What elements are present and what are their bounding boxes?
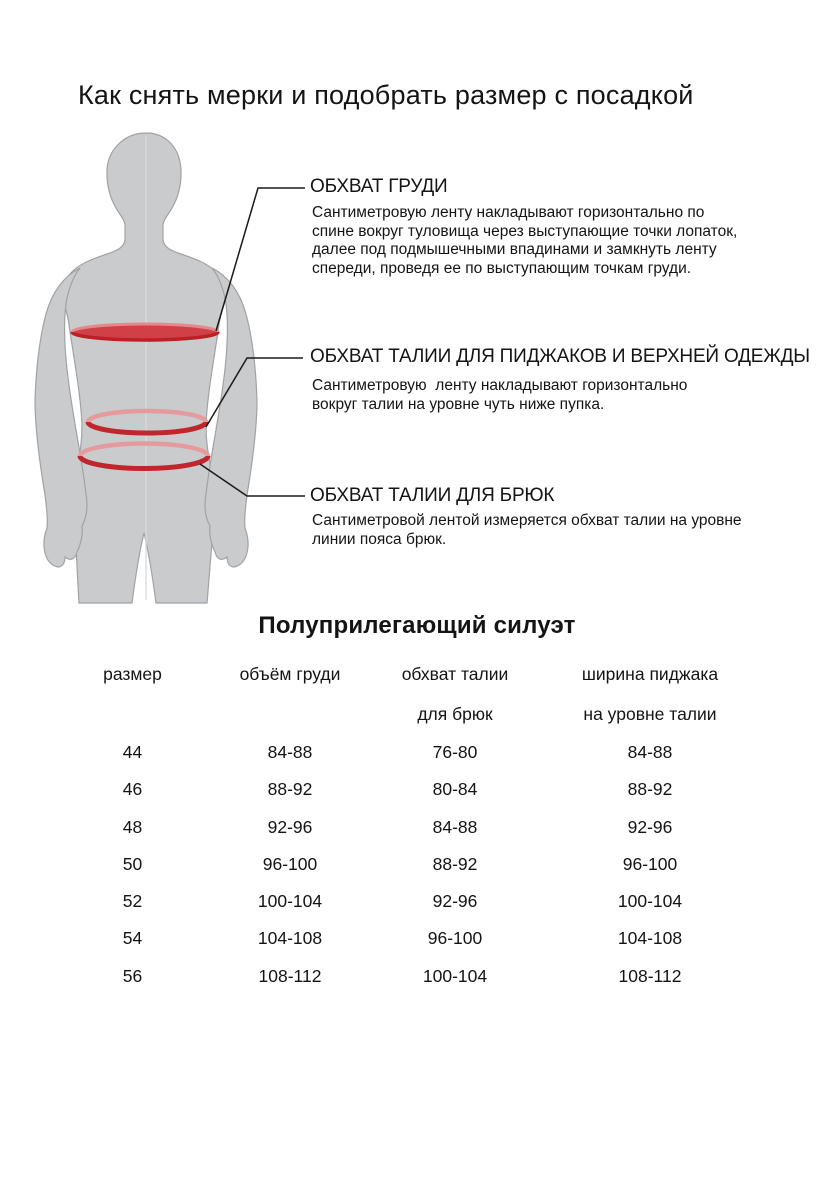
jacket-width-cell: 84-88 bbox=[627, 742, 673, 762]
table-row bbox=[60, 891, 765, 928]
column-header-size: размер bbox=[103, 664, 162, 684]
measurement-heading-jacket-waist: ОБХВАТ ТАЛИИ ДЛЯ ПИДЖАКОВ И ВЕРХНЕЙ ОДЕЖДЫ bbox=[310, 346, 810, 367]
chest-cell: 96-100 bbox=[262, 853, 318, 874]
chest-cell: 92-96 bbox=[267, 816, 313, 837]
measurement-desc-chest bbox=[312, 204, 737, 278]
chest-cell: 100-104 bbox=[257, 891, 323, 912]
desc-line: Сантиметровую ленту накладывают горизонтально bbox=[312, 377, 688, 394]
desc-line: Сантиметровую ленту накладывают горизонтально по bbox=[312, 204, 705, 221]
waist-cell: 96-100 bbox=[427, 928, 483, 949]
measurement-heading-chest: ОБХВАТ ГРУДИ bbox=[310, 176, 448, 197]
jacket-width-cell: 96-100 bbox=[622, 853, 678, 874]
waist-cell: 80-84 bbox=[432, 779, 478, 800]
table-row bbox=[60, 817, 765, 854]
desc-line: линии пояса брюк. bbox=[312, 530, 447, 548]
size-cell: 50 bbox=[122, 853, 143, 874]
desc-line: спереди, проведя ее по выступающим точкам груди. bbox=[312, 259, 692, 277]
size-cell: 56 bbox=[122, 965, 143, 986]
jacket-width-cell: 100-104 bbox=[617, 891, 683, 912]
chest-cell: 104-108 bbox=[257, 928, 323, 949]
measurement-desc-jacket-waist bbox=[312, 377, 687, 414]
table-header-row-1 bbox=[60, 664, 765, 704]
waist-cell: 84-88 bbox=[432, 816, 478, 837]
table-row bbox=[60, 928, 765, 965]
jacket-width-cell: 104-108 bbox=[617, 928, 683, 949]
table-row bbox=[60, 966, 765, 1003]
size-cell: 54 bbox=[122, 928, 143, 949]
table-row bbox=[60, 779, 765, 816]
waist-cell: 100-104 bbox=[422, 965, 488, 986]
chest-cell: 84-88 bbox=[267, 742, 313, 762]
size-table bbox=[60, 664, 765, 1003]
size-cell: 46 bbox=[122, 779, 143, 800]
column-header-jacket-width-line2: на уровне талии bbox=[583, 704, 717, 724]
waist-cell: 76-80 bbox=[432, 742, 478, 762]
column-header-jacket-width: ширина пиджака bbox=[581, 664, 719, 684]
desc-line: Сантиметровой лентой измеряется обхват талии на уровне bbox=[312, 512, 742, 529]
jacket-width-cell: 92-96 bbox=[627, 816, 673, 837]
table-header-row-2 bbox=[60, 704, 765, 742]
jacket-width-cell: 88-92 bbox=[627, 779, 673, 800]
size-cell: 44 bbox=[122, 742, 143, 762]
size-cell: 48 bbox=[122, 816, 143, 837]
column-header-waist-line2: для брюк bbox=[417, 704, 493, 724]
column-header-chest: объём груди bbox=[239, 664, 341, 684]
column-header-size-line2 bbox=[60, 704, 205, 742]
column-header-chest-line2 bbox=[205, 704, 375, 742]
desc-line: вокруг талии на уровне чуть ниже пупка. bbox=[312, 395, 605, 413]
waist-cell: 88-92 bbox=[432, 853, 478, 874]
table-row bbox=[60, 854, 765, 891]
body-silhouette bbox=[63, 133, 225, 603]
jacket-width-cell: 108-112 bbox=[618, 965, 682, 986]
measurement-heading-trouser-waist: ОБХВАТ ТАЛИИ ДЛЯ БРЮК bbox=[310, 485, 555, 506]
page-title: Как снять мерки и подобрать размер с посадкой bbox=[78, 80, 694, 110]
table-row bbox=[60, 742, 765, 779]
chest-cell: 88-92 bbox=[267, 779, 313, 800]
fit-subtitle: Полуприлегающий силуэт bbox=[258, 612, 576, 639]
waist-cell: 92-96 bbox=[432, 891, 478, 912]
column-header-waist: обхват талии bbox=[401, 664, 509, 684]
chest-cell: 108-112 bbox=[258, 965, 322, 986]
measurement-desc-trouser-waist bbox=[312, 512, 742, 549]
size-cell: 52 bbox=[122, 891, 143, 912]
desc-line: далее под подмышечными впадинами и замкнуть ленту bbox=[312, 241, 717, 259]
desc-line: спине вокруг туловища через выступающие точки лопаток, bbox=[312, 222, 738, 240]
